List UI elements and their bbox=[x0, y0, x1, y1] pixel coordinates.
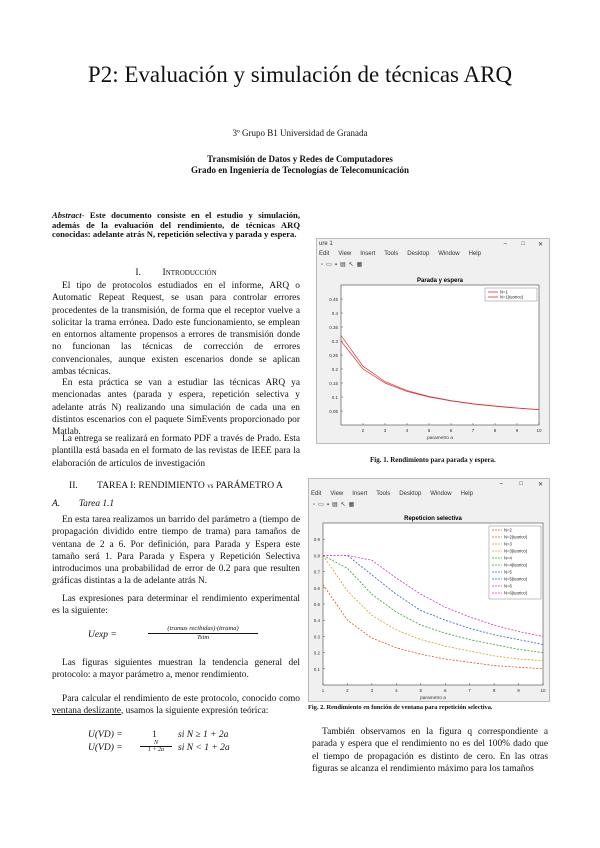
section-number: I. bbox=[135, 267, 141, 278]
menu-item-desktop[interactable]: Desktop bbox=[407, 251, 430, 257]
equation-u2-lhs: U(VD) = bbox=[88, 743, 123, 753]
menu-item-help[interactable]: Help bbox=[460, 491, 473, 497]
y-tick-label: 0.15 bbox=[329, 381, 338, 386]
save-icon[interactable]: ▪ bbox=[326, 502, 332, 508]
y-tick-label: 0.9 bbox=[313, 537, 320, 543]
x-tick-label: 5 bbox=[427, 428, 431, 433]
x-tick-label: 10 bbox=[536, 428, 542, 433]
y-tick-label: 0.1 bbox=[313, 666, 320, 672]
intro-paragraph-3: La entrega se realizará en formato PDF a través de Prado. Esta plantilla está basada en el formato de las revistas de IEEE para la elaboración de artículos de investigación bbox=[52, 434, 300, 469]
datatip-icon[interactable]: ▦ bbox=[348, 502, 358, 508]
legend-entry: N=4 bbox=[504, 555, 512, 561]
x-tick-label: 9 bbox=[515, 428, 519, 433]
y-tick-label: 0.1 bbox=[331, 395, 338, 400]
section-title: Introducción bbox=[162, 267, 217, 278]
x-tick-label: 6 bbox=[443, 688, 447, 693]
author-line: 3º Grupo B1 Universidad de Granada bbox=[232, 128, 368, 138]
menu-item-edit[interactable]: Edit bbox=[311, 491, 322, 497]
x-tick-label: 5 bbox=[419, 688, 423, 693]
legend-entry: N=6(teorico) bbox=[504, 590, 528, 596]
y-tick-label: 0.6 bbox=[313, 585, 320, 591]
tarea1-paragraph-2: Las expresiones para determinar el rendimiento experimental es la siguiente: bbox=[52, 594, 300, 617]
maximize-icon[interactable]: □ bbox=[521, 241, 525, 247]
figure-1-menubar bbox=[319, 251, 547, 259]
legend-entry: N=1 bbox=[500, 289, 508, 295]
minimize-icon[interactable]: – bbox=[499, 481, 503, 487]
new-icon[interactable]: ▫ bbox=[321, 262, 327, 268]
legend-entry: N=1(teorico) bbox=[500, 294, 524, 300]
y-tick-label: 0.4 bbox=[331, 311, 338, 316]
legend-entry: N=5(teorico) bbox=[504, 576, 528, 582]
menu-item-desktop[interactable]: Desktop bbox=[399, 491, 422, 497]
menu-item-edit[interactable]: Edit bbox=[319, 251, 330, 257]
abstract-text: Este documento consiste en el estudio y simulación, además de la evaluación del rendimiento, de técnicas ARQ conocidas: adelante atrás N, repetición selectiva y parada y espera. bbox=[52, 210, 300, 240]
tarea1-paragraph-1: En esta tarea realizamos un barrido del parámetro a (tiempo de propagación dividido entre tiempo de trama) para tamaños de ventana de 2 a 6. Por definición, para Parada y Espera este tamaño será 1. Para Parada y Espera y Repetición Selectiva introducimos una probabilidad de error de 0.2 para que resulten gráficas distintas a la de adelante atrás N. bbox=[52, 515, 300, 587]
x-tick-label: 2 bbox=[361, 428, 365, 433]
equation-uexp-lhs: Uexp = bbox=[88, 630, 117, 640]
legend-entry: N=6 bbox=[504, 583, 512, 589]
menu-item-help[interactable]: Help bbox=[468, 251, 481, 257]
abstract-label: Abstract- bbox=[52, 210, 85, 220]
legend-entry: N=4(teorico) bbox=[504, 562, 528, 568]
y-tick-label: 0.45 bbox=[329, 297, 338, 302]
equation-uexp-numerator: (tramas recibidas)·(ttrama) bbox=[167, 625, 239, 632]
datatip-icon[interactable]: ▦ bbox=[356, 262, 366, 268]
menu-item-tools[interactable]: Tools bbox=[376, 491, 391, 497]
x-tick-label: 8 bbox=[493, 428, 497, 433]
pointer-icon[interactable]: ↖ bbox=[340, 502, 349, 508]
section-heading-tarea1 bbox=[52, 480, 300, 491]
x-tick-label: 6 bbox=[449, 428, 453, 433]
open-icon[interactable]: ▭ bbox=[326, 262, 335, 268]
figure-2-chart bbox=[309, 511, 549, 701]
right-paragraph-1: También observamos en la figura q correspondiente a parada y espera que el rendimiento no es del 100% dado que el tiempo de propagación es distinto de cero. En las otras figuras se alcanza el rendimiento máximo para los tamaños bbox=[312, 727, 548, 774]
y-tick-label: 0.35 bbox=[329, 325, 338, 330]
x-tick-label: 1 bbox=[321, 688, 325, 693]
menu-item-insert[interactable]: Insert bbox=[352, 491, 368, 497]
figure-1-caption: Fig. 1. Rendimiento para parada y espera. bbox=[370, 456, 496, 464]
figure-1-window bbox=[316, 238, 550, 444]
figure-1-titlebar bbox=[319, 241, 547, 249]
x-tick-label: 8 bbox=[492, 688, 496, 693]
legend-entry: N=2(teorico) bbox=[504, 534, 528, 540]
equation-u2-numerator: N bbox=[153, 740, 158, 746]
figure-2-menubar bbox=[311, 491, 547, 499]
y-tick-label: 0.2 bbox=[313, 650, 320, 656]
subsection-title: Tarea 1.1 bbox=[78, 499, 115, 509]
x-tick-label: 7 bbox=[471, 428, 475, 433]
section-title-2: PARÁMETRO A bbox=[215, 480, 283, 491]
window-title: ure 1 bbox=[319, 241, 333, 247]
y-tick-label: 0.7 bbox=[313, 569, 320, 575]
section-heading-intro bbox=[52, 267, 300, 278]
paper-title: P2: Evaluación y simulación de técnicas ARQ bbox=[87, 62, 513, 87]
x-tick-label: 2 bbox=[346, 688, 349, 693]
equation-u1-condition: si N ≥ 1 + 2a bbox=[178, 730, 229, 740]
tarea1-paragraph-3: Las figuras siguientes muestran la tendencia general del protocolo: a mayor parámetro a, menor rendimiento. bbox=[52, 658, 300, 681]
figure-2-toolbar bbox=[313, 501, 357, 509]
underlined-term: ventana deslizante bbox=[52, 706, 121, 717]
chart-title: Repeticion selectiva bbox=[404, 516, 462, 522]
figure-1-chart bbox=[317, 271, 549, 443]
menu-item-tools[interactable]: Tools bbox=[384, 251, 399, 257]
pointer-icon[interactable]: ↖ bbox=[348, 262, 357, 268]
affiliation-line-1: Transmisión de Datos y Redes de Computadores bbox=[207, 154, 393, 164]
paragraph-text: , usamos la siguiente expresión teórica: bbox=[120, 706, 269, 717]
menu-item-view[interactable]: View bbox=[338, 251, 352, 257]
x-axis-label: parametro a bbox=[420, 696, 446, 701]
equation-u2-fraction bbox=[140, 740, 172, 753]
figure-1-toolbar bbox=[321, 261, 365, 269]
legend-entry: N=3(teorico) bbox=[504, 548, 528, 554]
y-tick-label: 0.2 bbox=[331, 367, 338, 372]
menu-item-view[interactable]: View bbox=[330, 491, 344, 497]
y-tick-label: 0.8 bbox=[313, 553, 320, 559]
intro-paragraph-1: El tipo de protocolos estudiados en el informe, ARQ o Automatic Repeat Request, se usan para controlar errores procedentes de la transmisión, de forma que el receptor vuelve a solicitar la trama errónea. Dado este funcionamiento, se emplean en entornos altamente propensos a errores de transmisión donde no funcionan las técnicas de corrección de errores convencionales, aunque existen escenarios donde se aplican ambas técnicas. bbox=[52, 281, 300, 378]
maximize-icon[interactable]: □ bbox=[519, 481, 523, 487]
equation-uexp-fraction bbox=[148, 625, 258, 641]
close-icon[interactable]: ✕ bbox=[537, 482, 543, 488]
section-title: TAREA I: RENDIMIENTO bbox=[97, 480, 205, 491]
figure-2-titlebar bbox=[311, 481, 547, 489]
x-tick-label: 4 bbox=[405, 428, 409, 433]
print-icon[interactable]: ▤ bbox=[339, 262, 349, 268]
menu-item-insert[interactable]: Insert bbox=[360, 251, 376, 257]
figure-2-caption: Fig. 2. Rendimiento en función de ventana para repetición selectiva. bbox=[308, 704, 493, 711]
y-tick-label: 0.25 bbox=[329, 353, 338, 358]
y-tick-label: 0.3 bbox=[313, 634, 320, 640]
print-icon[interactable]: ▤ bbox=[331, 502, 341, 508]
equation-uexp-denominator: Tsim bbox=[148, 633, 258, 641]
equation-u2-denominator: 1 + 2a bbox=[140, 746, 172, 753]
legend-entry: N=2 bbox=[504, 527, 512, 533]
equation-u1-value: 1 bbox=[152, 730, 157, 740]
chart-title: Parada y espera bbox=[416, 278, 464, 284]
equation-u1-lhs: U(VD) = bbox=[88, 730, 123, 740]
tarea1-paragraph-4 bbox=[52, 693, 300, 718]
save-icon[interactable]: ▪ bbox=[334, 262, 340, 268]
paragraph-text: Para calcular el rendimiento de este protocolo, conocido como bbox=[62, 694, 300, 704]
x-tick-label: 7 bbox=[468, 688, 471, 693]
legend-entry: N=5 bbox=[504, 569, 512, 575]
intro-paragraph-2: En esta práctica se van a estudiar las técnicas ARQ ya mencionadas antes (parada y espera, repetición selectiva y adelante atrás N) realizando una simulación de cada una en distintos escenarios con el paquete SimEvents proporcionado por Matlab. bbox=[52, 378, 300, 438]
equation-u2-condition: si N < 1 + 2a bbox=[178, 743, 230, 753]
x-tick-label: 9 bbox=[517, 688, 520, 693]
x-axis-label: parametro a bbox=[427, 436, 453, 441]
y-tick-label: 0.5 bbox=[313, 602, 320, 607]
x-tick-label: 3 bbox=[383, 428, 387, 433]
figure-2-window bbox=[308, 478, 550, 702]
legend-entry: N=3 bbox=[504, 541, 512, 547]
open-icon[interactable]: ▭ bbox=[318, 502, 327, 508]
plot-area bbox=[341, 285, 539, 425]
subsection-heading bbox=[52, 499, 114, 509]
new-icon[interactable]: ▫ bbox=[313, 502, 319, 508]
subsection-number: A. bbox=[52, 499, 61, 509]
y-tick-label: 0.3 bbox=[331, 339, 338, 344]
section-title-vs: vs bbox=[207, 482, 214, 490]
close-icon[interactable]: ✕ bbox=[537, 242, 543, 248]
x-tick-label: 10 bbox=[540, 688, 546, 693]
menu-item-window[interactable]: Window bbox=[430, 491, 452, 497]
x-tick-label: 4 bbox=[395, 688, 398, 693]
y-tick-label: 0.4 bbox=[313, 618, 320, 624]
x-tick-label: 3 bbox=[370, 688, 374, 693]
y-tick-label: 0.05 bbox=[329, 409, 338, 414]
menu-item-window[interactable]: Window bbox=[438, 251, 460, 257]
minimize-icon[interactable]: – bbox=[503, 241, 507, 247]
affiliation-line-2: Grado en Ingeniería de Tecnologías de Telecomunicación bbox=[190, 165, 409, 175]
section-number: II. bbox=[69, 480, 78, 491]
abstract bbox=[52, 211, 300, 240]
